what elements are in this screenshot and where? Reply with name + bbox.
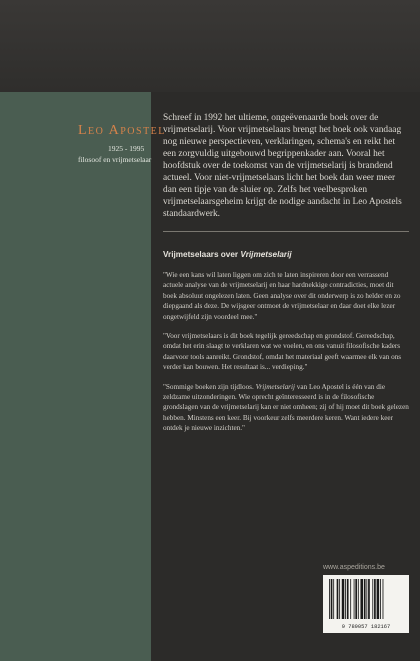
quote-3	[163, 382, 409, 434]
quotes-heading-title: Vrijmetselarij	[240, 250, 292, 259]
quotes-heading-prefix: Vrijmetselaars over	[163, 250, 241, 259]
quote-3-part-a: "Sommige boeken zijn tijdloos.	[163, 382, 256, 391]
quote-3-title: Vrijmetselarij	[255, 382, 295, 391]
author-years: 1925 - 1995	[108, 144, 145, 153]
barcode-bar	[377, 579, 380, 619]
barcode-bar	[380, 579, 381, 619]
publisher-website: www.aspeditions.be	[323, 564, 385, 571]
quote-3-part-b: van Leo Apostel is één van die zeldzame uitzonderingen. Wie oprecht geïnteresseerd is in de filosofische grondslagen van de vrijmetselarij kan er niet omheen; zij of hij moet dit boek gelezen hebben. Minstens een keer. Bij voorkeur zelfs meerdere keren. Want iedere keer ontdek je nieuwe inzichten."	[163, 382, 409, 433]
barcode-bar	[339, 579, 340, 619]
barcode-bar	[333, 579, 334, 619]
barcode-bar	[337, 579, 339, 619]
barcode-bar	[366, 579, 367, 619]
top-band	[0, 0, 420, 92]
barcode-bar	[350, 579, 351, 619]
barcode-bar	[354, 579, 355, 619]
barcode-bar	[372, 579, 373, 619]
text-column	[163, 112, 409, 443]
author-name: Leo Apostel	[78, 123, 166, 138]
barcode-bar	[347, 579, 349, 619]
quotes-heading	[163, 250, 409, 259]
barcode-bar	[331, 579, 333, 619]
divider	[163, 231, 409, 232]
barcode-bar	[355, 579, 357, 619]
barcode-bar	[358, 579, 359, 619]
barcode-bars	[327, 579, 405, 619]
quote-2: "Voor vrijmetselaars is dit boek tegelijk gereedschap en grondstof. Gereedschap, omdat het erin slaagt te verklaren wat we voelen, en ons vanuit filosofische kaders daarvoor tools aanreikt. Grondstof, omdat het materiaal geeft waarmee elk van ons verder kan bouwen. Het resultaat is... verdieping."	[163, 332, 402, 372]
author-description: filosoof en vrijmetselaar	[78, 155, 152, 164]
barcode-number: 9 789057 182167	[341, 624, 391, 630]
barcode-bar	[374, 579, 376, 619]
barcode	[323, 575, 409, 633]
intro-text: Schreef in 1992 het ultieme, ongeëvenaarde boek over de vrijmetselarij. Voor vrijmetselaars brengt het boek ook vandaag nog nieuwe perspectieven, verklaringen, schema's en reikt het een zorgvuldig uitgebouwd begrippenkader aan. Vooral het hoofdstuk over de toekomst van de vrijmetselarij is brandend actueel. Voor niet-vrijmetselaars licht het boek dan weer meer dan een tipje van de sluier op. Zelfs het veelbesproken vrijmetselaarsgeheim krijgt de nodige aandacht in Leo Apostels standaardwerk.	[163, 113, 402, 219]
barcode-bar	[360, 579, 363, 619]
author-sidebar	[0, 92, 151, 661]
barcode-bar	[345, 579, 346, 619]
barcode-bar	[368, 579, 370, 619]
barcode-bar	[383, 579, 384, 619]
quote-1: "Wie een kans wil laten liggen om zich te laten inspireren door een verrassend actuele analyse van de vrijmetselarij en haar hardnekkige contradicties, moet dit boek absoluut ongelezen laten. Geen analyse over dit onderwerp is zo helder en zo diepgaand als deze. De wijsgeer ontmoet de vrijmetselaar en daar doet elke lezer ongetwijfeld zijn voordeel mee."	[163, 271, 401, 321]
barcode-bar	[329, 579, 330, 619]
barcode-bar	[364, 579, 366, 619]
barcode-bar	[342, 579, 345, 619]
